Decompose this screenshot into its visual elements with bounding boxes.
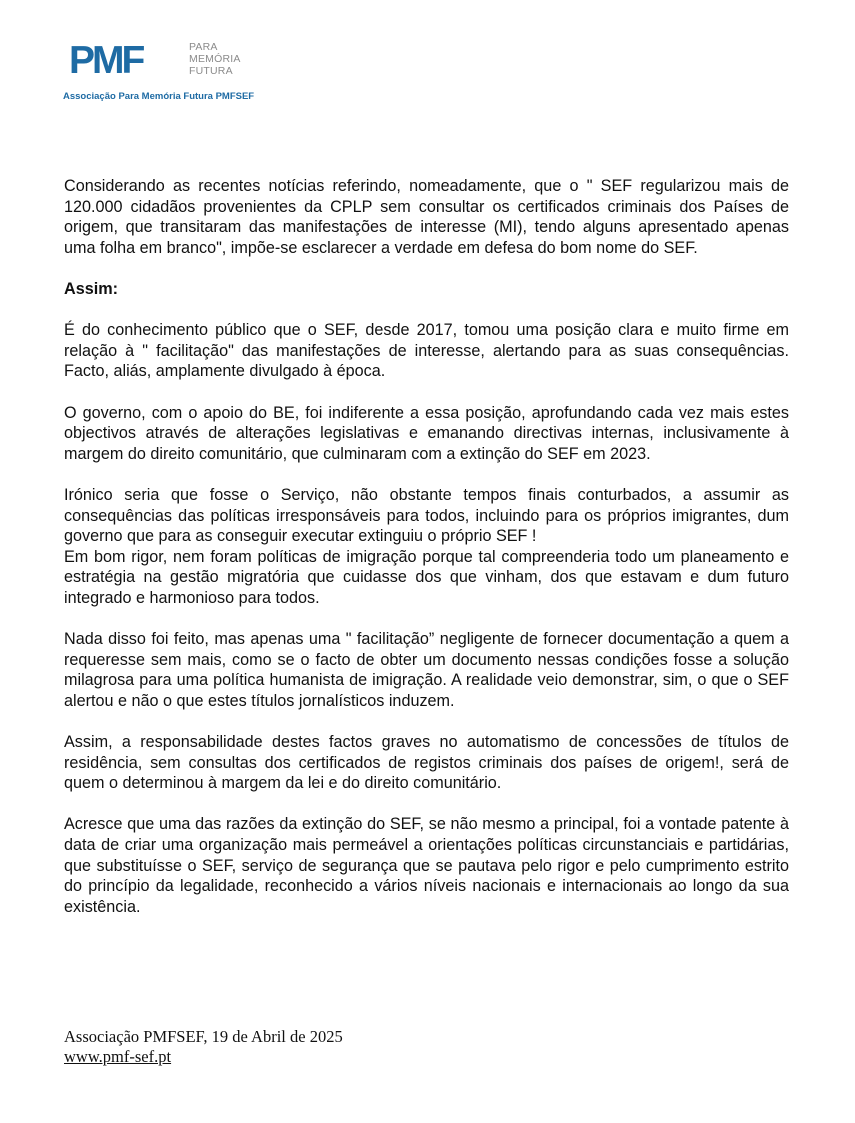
logo-mark: PMF <box>69 39 143 82</box>
website-link[interactable]: www.pmf-sef.pt <box>64 1047 172 1066</box>
signature-line: Associação PMFSEF, 19 de Abril de 2025 <box>64 1027 343 1046</box>
logo-subtitle-line-1: PARA <box>189 41 218 53</box>
paragraph-5: Em bom rigor, nem foram políticas de imigração porque tal compreenderia todo um planeamento e estratégia na gestão migratória que cuidasse dos que vinham, dos que estavam e dum futuro integrado e harmonioso para todos. <box>64 547 789 607</box>
paragraph-2: É do conhecimento público que o SEF, desde 2017, tomou uma posição clara e muito firme em relação à " facilitação" das manifestações de interesse, alertando para as suas consequências. Facto, aliás, amplamente divulgado à época. <box>64 321 789 381</box>
statement-body <box>64 176 789 938</box>
section-heading: Assim: <box>64 279 118 298</box>
footer <box>64 1027 343 1067</box>
logo-subtitle <box>189 41 241 77</box>
paragraph-8: Acresce que uma das razões da extinção do SEF, se não mesmo a principal, foi a vontade patente à data de criar uma organização mais permeável a orientações políticas circunstanciais e partidárias, que substituísse o SEF, serviço de segurança que se pautava pelo rigor e pelo cumprimento estrito do princípio da legalidade, reconhecido a vários níveis nacionais e internacionais ao longo da sua existência. <box>64 815 789 916</box>
logo <box>63 40 263 110</box>
logo-subtitle-line-3: FUTURA <box>189 65 233 77</box>
paragraph-4: Irónico seria que fosse o Serviço, não obstante tempos finais conturbados, a assumir as consequências das políticas irresponsáveis para todos, incluindo para os próprios imigrantes, dum governo que para as conseguir executar extinguiu o próprio SEF ! <box>64 485 789 546</box>
paragraph-intro: Considerando as recentes notícias referindo, nomeadamente, que o " SEF regularizou mais de 120.000 cidadãos provenientes da CPLP sem consultar os certificados criminais dos Países de origem, que transitaram das manifestações de interesse (MI), tendo alguns apresentado apenas uma folha em branco", impõe-se esclarecer a verdade em defesa do bom nome do SEF. <box>64 177 789 257</box>
paragraph-3: O governo, com o apoio do BE, foi indiferente a essa posição, aprofundando cada vez mais estes objectivos através de alterações legislativas e emanando directivas internas, inclusivamente à margem do direito comunitário, que culminaram com a extinção do SEF em 2023. <box>64 403 789 463</box>
paragraph-6: Nada disso foi feito, mas apenas uma " facilitação” negligente de fornecer documentação a quem a requeresse sem mais, como se o facto de obter um documento nessas condições fosse a solução milagrosa para uma política humanista de imigração. A realidade veio demonstrar, sim, o que o SEF alertou e não o que estes títulos jornalísticos induzem. <box>64 630 789 710</box>
paragraph-7: Assim, a responsabilidade destes factos graves no automatismo de concessões de títulos de residência, sem consultas dos certificados de registos criminais dos países de origem!, será de quem o determinou à margem da lei e do direito comunitário. <box>64 733 789 793</box>
logo-subtitle-line-2: MEMÓRIA <box>189 53 241 65</box>
logo-caption: Associação Para Memória Futura PMFSEF <box>63 91 255 102</box>
